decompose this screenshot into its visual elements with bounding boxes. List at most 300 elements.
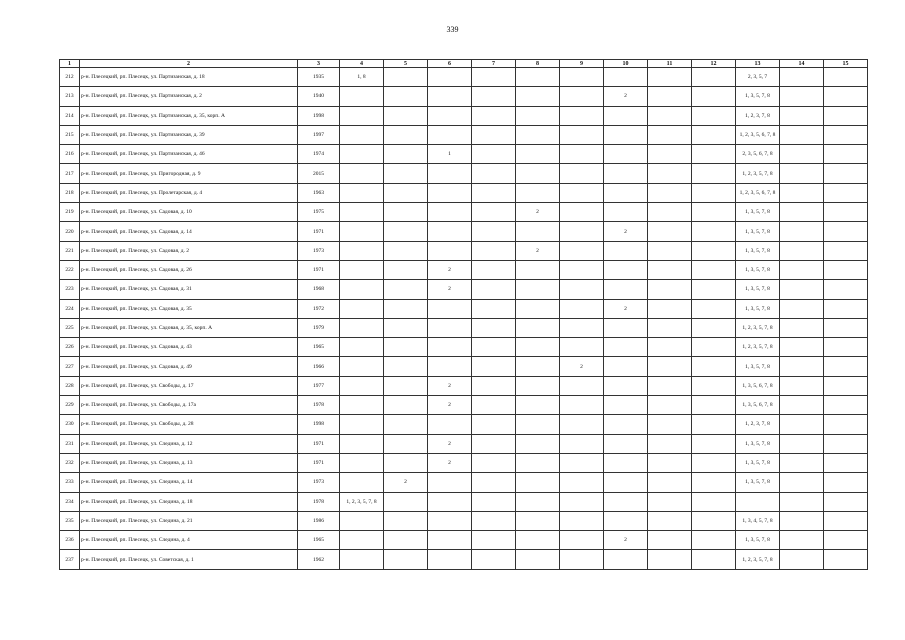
cell-col-12 [692,222,736,241]
cell-col-11 [648,415,692,434]
cell-col-4 [340,183,384,202]
cell-col-12 [692,299,736,318]
cell-col-7 [472,106,516,125]
cell-col-5 [384,125,428,144]
table-row [60,87,868,106]
table-row [60,338,868,357]
cell-col-7 [472,260,516,279]
table-body [60,68,868,570]
table-row [60,299,868,318]
cell-col-9 [560,145,604,164]
cell-col-5 [384,299,428,318]
cell-col-15 [824,87,868,106]
cell-col-4 [340,241,384,260]
cell-col-6 [428,299,472,318]
cell-col-7 [472,531,516,550]
cell-col-13: 1, 3, 5, 7, 8 [736,222,780,241]
cell-col-8 [516,550,560,569]
table-row [60,183,868,202]
cell-col-11 [648,203,692,222]
cell-col-10 [604,68,648,87]
cell-col-12 [692,260,736,279]
cell-col-4 [340,125,384,144]
cell-col-6 [428,222,472,241]
cell-col-11 [648,299,692,318]
address-cell: р-н. Плесецкий, рп. Плесецк, ул. Партизанская, д. 18 [80,68,298,87]
cell-col-10 [604,511,648,530]
cell-col-3: 1977 [298,376,340,395]
cell-col-13: 2, 3, 5, 6, 7, 8 [736,145,780,164]
cell-col-14 [780,125,824,144]
column-header-7: 7 [472,60,516,68]
cell-col-1: 225 [60,318,80,337]
cell-col-9 [560,280,604,299]
cell-col-13: 1, 2, 3, 7, 8 [736,106,780,125]
cell-col-9 [560,106,604,125]
cell-col-5 [384,376,428,395]
cell-col-6 [428,318,472,337]
cell-col-4 [340,357,384,376]
cell-col-11 [648,396,692,415]
cell-col-4: 1, 2, 3, 5, 7, 8 [340,492,384,511]
cell-col-4 [340,164,384,183]
cell-col-7 [472,473,516,492]
cell-col-15 [824,145,868,164]
cell-col-1: 236 [60,531,80,550]
cell-col-7 [472,376,516,395]
cell-col-7 [472,415,516,434]
address-cell: р-н. Плесецкий, рп. Плесецк, ул. Пригородная, д. 9 [80,164,298,183]
cell-col-10 [604,396,648,415]
table-row [60,511,868,530]
cell-col-5 [384,145,428,164]
cell-col-9 [560,434,604,453]
cell-col-5 [384,531,428,550]
cell-col-12 [692,338,736,357]
cell-col-4 [340,318,384,337]
cell-col-13: 1, 2, 3, 5, 7, 8 [736,164,780,183]
cell-col-14 [780,145,824,164]
cell-col-11 [648,511,692,530]
cell-col-9 [560,396,604,415]
column-header-10: 10 [604,60,648,68]
column-header-6: 6 [428,60,472,68]
cell-col-10: 2 [604,531,648,550]
column-header-8: 8 [516,60,560,68]
address-cell: р-н. Плесецкий, рп. Плесецк, ул. Садовая, д. 2 [80,241,298,260]
cell-col-12 [692,434,736,453]
cell-col-10 [604,415,648,434]
cell-col-11 [648,357,692,376]
cell-col-1: 229 [60,396,80,415]
cell-col-14 [780,222,824,241]
cell-col-9 [560,531,604,550]
cell-col-6: 2 [428,434,472,453]
cell-col-11 [648,550,692,569]
column-header-1: 1 [60,60,80,68]
address-cell: р-н. Плесецкий, рп. Плесецк, ул. Садовая, д. 31 [80,280,298,299]
cell-col-7 [472,203,516,222]
cell-col-14 [780,87,824,106]
cell-col-9 [560,338,604,357]
cell-col-1: 212 [60,68,80,87]
cell-col-6 [428,511,472,530]
cell-col-9 [560,550,604,569]
cell-col-4 [340,531,384,550]
cell-col-6 [428,531,472,550]
cell-col-10 [604,376,648,395]
cell-col-5 [384,183,428,202]
cell-col-1: 213 [60,87,80,106]
cell-col-4 [340,338,384,357]
cell-col-5 [384,338,428,357]
cell-col-4 [340,376,384,395]
cell-col-7 [472,125,516,144]
table-row [60,531,868,550]
cell-col-4 [340,415,384,434]
column-header-12: 12 [692,60,736,68]
cell-col-15 [824,203,868,222]
cell-col-5 [384,87,428,106]
cell-col-6 [428,473,472,492]
column-header-2: 2 [80,60,298,68]
cell-col-9 [560,125,604,144]
cell-col-15 [824,531,868,550]
cell-col-10 [604,106,648,125]
cell-col-15 [824,125,868,144]
cell-col-4 [340,453,384,472]
cell-col-6 [428,203,472,222]
register-table [59,59,868,570]
cell-col-15 [824,260,868,279]
cell-col-4: 1, 8 [340,68,384,87]
cell-col-3: 1975 [298,203,340,222]
cell-col-11 [648,125,692,144]
table-row [60,164,868,183]
cell-col-5 [384,396,428,415]
column-header-4: 4 [340,60,384,68]
cell-col-3: 1973 [298,241,340,260]
cell-col-8 [516,280,560,299]
cell-col-4 [340,222,384,241]
cell-col-13: 1, 3, 5, 7, 8 [736,531,780,550]
cell-col-10 [604,434,648,453]
cell-col-15 [824,357,868,376]
cell-col-1: 217 [60,164,80,183]
cell-col-13: 1, 3, 5, 7, 8 [736,280,780,299]
table-row [60,125,868,144]
cell-col-5 [384,492,428,511]
cell-col-15 [824,68,868,87]
cell-col-11 [648,453,692,472]
address-cell: р-н. Плесецкий, рп. Плесецк, ул. Пролетарская, д. 4 [80,183,298,202]
cell-col-5 [384,415,428,434]
cell-col-7 [472,318,516,337]
cell-col-8 [516,164,560,183]
cell-col-12 [692,492,736,511]
cell-col-11 [648,260,692,279]
address-cell: р-н. Плесецкий, рп. Плесецк, ул. Следина, д. 18 [80,492,298,511]
cell-col-11 [648,376,692,395]
cell-col-11 [648,318,692,337]
cell-col-13: 1, 3, 5, 7, 8 [736,434,780,453]
cell-col-9 [560,260,604,279]
cell-col-3: 2015 [298,164,340,183]
cell-col-7 [472,222,516,241]
cell-col-10 [604,357,648,376]
address-cell: р-н. Плесецкий, рп. Плесецк, ул. Советская, д. 1 [80,550,298,569]
cell-col-6: 2 [428,280,472,299]
cell-col-8 [516,453,560,472]
cell-col-15 [824,241,868,260]
cell-col-5 [384,106,428,125]
cell-col-8 [516,260,560,279]
cell-col-7 [472,87,516,106]
cell-col-1: 228 [60,376,80,395]
cell-col-7 [472,68,516,87]
cell-col-15 [824,415,868,434]
cell-col-12 [692,183,736,202]
cell-col-1: 221 [60,241,80,260]
cell-col-3: 1998 [298,415,340,434]
cell-col-12 [692,511,736,530]
cell-col-4 [340,396,384,415]
cell-col-3: 1971 [298,434,340,453]
cell-col-4 [340,145,384,164]
cell-col-4 [340,550,384,569]
cell-col-1: 232 [60,453,80,472]
cell-col-9: 2 [560,357,604,376]
cell-col-13: 1, 2, 3, 5, 7, 8 [736,338,780,357]
cell-col-9 [560,164,604,183]
address-cell: р-н. Плесецкий, рп. Плесецк, ул. Партизанская, д. 39 [80,125,298,144]
cell-col-15 [824,453,868,472]
cell-col-6 [428,106,472,125]
cell-col-14 [780,318,824,337]
cell-col-6 [428,164,472,183]
cell-col-6 [428,492,472,511]
cell-col-6: 2 [428,260,472,279]
cell-col-8: 2 [516,203,560,222]
cell-col-14 [780,203,824,222]
cell-col-1: 237 [60,550,80,569]
cell-col-11 [648,145,692,164]
cell-col-3: 1962 [298,550,340,569]
cell-col-13: 1, 3, 5, 7, 8 [736,453,780,472]
cell-col-1: 218 [60,183,80,202]
cell-col-13: 1, 3, 5, 7, 8 [736,203,780,222]
address-cell: р-н. Плесецкий, рп. Плесецк, ул. Садовая, д. 14 [80,222,298,241]
cell-col-3: 1940 [298,87,340,106]
cell-col-13: 1, 3, 5, 6, 7, 8 [736,376,780,395]
table-row [60,396,868,415]
cell-col-10 [604,550,648,569]
cell-col-14 [780,415,824,434]
cell-col-6 [428,357,472,376]
cell-col-11 [648,222,692,241]
cell-col-11 [648,87,692,106]
cell-col-14 [780,280,824,299]
cell-col-9 [560,473,604,492]
cell-col-9 [560,222,604,241]
cell-col-13: 1, 2, 3, 5, 6, 7, 8 [736,183,780,202]
address-cell: р-н. Плесецкий, рп. Плесецк, ул. Садовая, д. 10 [80,203,298,222]
cell-col-9 [560,87,604,106]
cell-col-13: 2, 3, 5, 7 [736,68,780,87]
cell-col-10 [604,453,648,472]
cell-col-14 [780,376,824,395]
cell-col-8 [516,222,560,241]
cell-col-3: 1965 [298,338,340,357]
cell-col-9 [560,415,604,434]
table-row [60,453,868,472]
cell-col-10: 2 [604,299,648,318]
cell-col-12 [692,241,736,260]
cell-col-13: 1, 3, 5, 7, 8 [736,473,780,492]
cell-col-10 [604,183,648,202]
cell-col-6: 2 [428,396,472,415]
cell-col-12 [692,106,736,125]
cell-col-15 [824,299,868,318]
address-cell: р-н. Плесецкий, рп. Плесецк, ул. Следина, д. 13 [80,453,298,472]
cell-col-4 [340,87,384,106]
cell-col-12 [692,203,736,222]
cell-col-14 [780,183,824,202]
cell-col-5 [384,318,428,337]
table-row [60,357,868,376]
cell-col-8: 2 [516,241,560,260]
cell-col-7 [472,396,516,415]
cell-col-11 [648,241,692,260]
cell-col-15 [824,550,868,569]
cell-col-6: 2 [428,376,472,395]
cell-col-1: 227 [60,357,80,376]
address-cell: р-н. Плесецкий, рп. Плесецк, ул. Садовая, д. 35, корп. А [80,318,298,337]
cell-col-14 [780,396,824,415]
cell-col-15 [824,222,868,241]
address-cell: р-н. Плесецкий, рп. Плесецк, ул. Садовая, д. 35 [80,299,298,318]
cell-col-7 [472,241,516,260]
cell-col-5 [384,550,428,569]
address-cell: р-н. Плесецкий, рп. Плесецк, ул. Партизанская, д. 35, корп. А [80,106,298,125]
cell-col-14 [780,338,824,357]
cell-col-1: 219 [60,203,80,222]
cell-col-13: 1, 3, 5, 6, 7, 8 [736,396,780,415]
cell-col-12 [692,87,736,106]
cell-col-12 [692,396,736,415]
address-cell: р-н. Плесецкий, рп. Плесецк, ул. Садовая, д. 26 [80,260,298,279]
cell-col-7 [472,164,516,183]
cell-col-6 [428,68,472,87]
cell-col-14 [780,241,824,260]
cell-col-9 [560,68,604,87]
cell-col-7 [472,492,516,511]
cell-col-8 [516,183,560,202]
cell-col-3: 1971 [298,222,340,241]
cell-col-8 [516,68,560,87]
cell-col-5 [384,453,428,472]
cell-col-6 [428,241,472,260]
column-header-3: 3 [298,60,340,68]
cell-col-15 [824,473,868,492]
address-cell: р-н. Плесецкий, рп. Плесецк, ул. Свободы, д. 28 [80,415,298,434]
cell-col-3: 1971 [298,260,340,279]
table-row [60,473,868,492]
cell-col-8 [516,511,560,530]
cell-col-14 [780,531,824,550]
cell-col-8 [516,338,560,357]
cell-col-4 [340,106,384,125]
table-row [60,241,868,260]
cell-col-12 [692,280,736,299]
cell-col-14 [780,453,824,472]
cell-col-12 [692,550,736,569]
cell-col-1: 222 [60,260,80,279]
cell-col-5 [384,222,428,241]
cell-col-11 [648,434,692,453]
cell-col-3: 1986 [298,511,340,530]
cell-col-11 [648,338,692,357]
cell-col-7 [472,550,516,569]
cell-col-15 [824,434,868,453]
cell-col-1: 220 [60,222,80,241]
cell-col-13: 1, 2, 3, 7, 8 [736,415,780,434]
cell-col-6: 2 [428,453,472,472]
cell-col-12 [692,531,736,550]
cell-col-15 [824,376,868,395]
cell-col-1: 214 [60,106,80,125]
table-row [60,260,868,279]
cell-col-14 [780,473,824,492]
cell-col-11 [648,68,692,87]
cell-col-14 [780,68,824,87]
address-cell: р-н. Плесецкий, рп. Плесецк, ул. Партизанская, д. 46 [80,145,298,164]
cell-col-1: 224 [60,299,80,318]
cell-col-4 [340,280,384,299]
table-row [60,222,868,241]
cell-col-1: 216 [60,145,80,164]
cell-col-5: 2 [384,473,428,492]
cell-col-13: 1, 3, 5, 7, 8 [736,299,780,318]
cell-col-5 [384,511,428,530]
table-row [60,376,868,395]
cell-col-9 [560,453,604,472]
cell-col-12 [692,357,736,376]
cell-col-9 [560,299,604,318]
cell-col-6 [428,415,472,434]
cell-col-7 [472,357,516,376]
cell-col-7 [472,511,516,530]
cell-col-8 [516,415,560,434]
cell-col-10: 2 [604,87,648,106]
cell-col-3: 1963 [298,183,340,202]
cell-col-7 [472,453,516,472]
cell-col-14 [780,260,824,279]
cell-col-5 [384,357,428,376]
cell-col-13: 1, 3, 4, 5, 7, 8 [736,511,780,530]
cell-col-4 [340,511,384,530]
cell-col-8 [516,376,560,395]
cell-col-14 [780,164,824,183]
cell-col-8 [516,125,560,144]
column-header-14: 14 [780,60,824,68]
cell-col-1: 234 [60,492,80,511]
cell-col-8 [516,145,560,164]
column-header-13: 13 [736,60,780,68]
cell-col-3: 1973 [298,473,340,492]
cell-col-8 [516,357,560,376]
cell-col-10 [604,203,648,222]
